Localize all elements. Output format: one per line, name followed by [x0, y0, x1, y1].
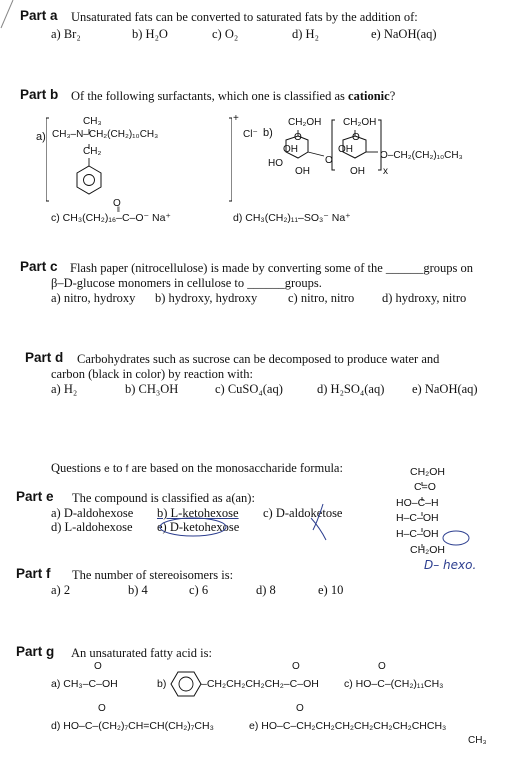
structure-b-linker-o: O	[325, 155, 333, 166]
part-f-option-d[interactable]: d) 8	[256, 583, 276, 597]
part-g-option-b-carbonyl-o: O	[292, 661, 300, 672]
part-g-option-b-label[interactable]: b)	[157, 678, 167, 690]
part-f-question: The number of stereoisomers is:	[72, 568, 234, 582]
part-b-option-b-label[interactable]: b)	[263, 127, 273, 139]
part-d-option-e[interactable]: e) NaOH(aq)	[412, 382, 478, 396]
part-g-option-a-carbonyl-o: O	[94, 661, 102, 672]
part-f-label: Part f	[16, 566, 51, 581]
part-e-option-a[interactable]: a) D-aldohexose	[51, 506, 134, 520]
part-a-option-c[interactable]: c) O₂	[212, 27, 239, 41]
part-d-line2: carbon (black in color) by reaction with:	[51, 367, 254, 381]
sugar-row-6: CH₂OH	[410, 544, 445, 556]
part-c-label: Part c	[20, 259, 58, 274]
part-e-label: Part e	[16, 489, 54, 504]
part-g-option-c-carbonyl-o: O	[378, 661, 386, 672]
part-g-option-d[interactable]: d) HO–C–(CH₂)₇CH=CH(CH₂)₇CH₃	[51, 720, 214, 732]
structure-a-anion: Cl⁻	[243, 129, 258, 140]
corner-stroke	[0, 0, 16, 30]
part-f-option-b[interactable]: b) 4	[128, 583, 148, 597]
intro-to: to	[112, 461, 123, 475]
part-g-label: Part g	[16, 644, 55, 659]
part-b-question-bold: cationic	[348, 89, 390, 103]
structure-b-repeat-x: x	[383, 166, 388, 177]
part-c-line2-end: groups.	[284, 276, 322, 290]
part-b-label: Part b	[20, 87, 59, 102]
part-a-option-a[interactable]: a) Br₂	[51, 27, 81, 41]
structure-b-ch2oh-2: CH₂OH	[343, 117, 377, 128]
part-c-option-c[interactable]: c) nitro, nitro	[288, 291, 355, 305]
part-c-option-a[interactable]: a) nitro, hydroxy	[51, 291, 136, 305]
part-f-option-c[interactable]: c) 6	[189, 583, 209, 597]
sugar-row-1: CH₂OH	[410, 466, 445, 478]
part-c-blank-1: ______	[385, 261, 424, 275]
part-f-option-e[interactable]: e) 10	[318, 583, 344, 597]
sugar-row-5: H–C–OH	[396, 528, 439, 540]
part-d-line1: Carbohydrates such as sucrose can be decomposed to produce water and	[77, 352, 440, 366]
part-c-line2	[51, 276, 322, 291]
part-g-option-b-chain[interactable]: –CH₂CH₂CH₂CH₂–C–OH	[201, 678, 319, 690]
part-g-option-e[interactable]: e) HO–C–CH₂CH₂CH₂CH₂CH₂CH₂CHCH₃	[249, 720, 447, 732]
sugar-row-2: C=O	[414, 481, 436, 493]
monosaccharide-intro	[51, 461, 343, 476]
part-b-option-c-carbonyl-o: O	[113, 198, 121, 209]
part-c-line1-text: Flash paper (nitrocellulose) is made by converting some of the	[70, 261, 383, 275]
part-g-question: An unsaturated fatty acid is:	[71, 646, 212, 660]
part-g-option-e-carbonyl-o: O	[296, 703, 304, 714]
part-b-option-c-double-bond: ‖	[117, 207, 120, 214]
part-d-option-c[interactable]: c) CuSO₄(aq)	[215, 382, 283, 396]
intro-e: e	[104, 464, 110, 475]
part-e-option-b[interactable]: b) L-ketohexose	[157, 506, 239, 520]
part-a-option-d[interactable]: d) H₂	[292, 27, 319, 41]
part-c-blank-2: ______	[247, 276, 285, 290]
part-c-line1-end: groups on	[423, 261, 474, 275]
structure-b-oh-1: OH	[283, 144, 298, 155]
part-g-option-d-carbonyl-o: O	[98, 703, 106, 714]
part-f-option-a[interactable]: a) 2	[51, 583, 71, 597]
intro-pre: Questions	[51, 461, 101, 475]
structure-b-ho: HO	[268, 158, 283, 169]
sugar-row-3: HO–C–H	[396, 497, 439, 509]
part-a-option-b[interactable]: b) H₂O	[132, 27, 168, 41]
part-a-label: Part a	[20, 8, 58, 23]
part-c-option-b[interactable]: b) hydroxy, hydroxy	[155, 291, 258, 305]
part-b-option-c[interactable]: c) CH₃(CH₂)₁₆–C–O⁻ Na⁺	[51, 212, 171, 224]
structure-b-ring-o-1: O	[294, 132, 302, 143]
part-e-option-c[interactable]: c) D-aldoketose	[263, 506, 343, 520]
part-g-option-c[interactable]: c) HO–C–(CH₂)₁₁CH₃	[344, 678, 444, 690]
intro-post: are based on the monosaccharide formula:	[131, 461, 343, 475]
handwritten-marks	[150, 500, 350, 550]
structure-b-tail: O–CH₂(CH₂)₁₀CH₃	[380, 150, 463, 161]
structure-a-charge: +	[233, 113, 239, 124]
part-c-option-d[interactable]: d) hydroxy, nitro	[382, 291, 467, 305]
part-d-option-d[interactable]: d) H₂SO₄(aq)	[317, 382, 385, 396]
part-d-label: Part d	[25, 350, 64, 365]
part-c-line1	[70, 261, 473, 276]
structure-b-ring-o-2: O	[352, 132, 360, 143]
part-e-option-d[interactable]: d) L-aldohexose	[51, 520, 133, 534]
part-e-question: The compound is classified as a(an):	[72, 491, 255, 505]
part-c-line2-text: β–D-glucose monomers in cellulose to	[51, 276, 245, 290]
sugar-row-4: H–C–OH	[396, 512, 439, 524]
part-b-option-d[interactable]: d) CH₃(CH₂)₁₁–SO₃⁻ Na⁺	[233, 212, 351, 224]
part-b-option-a-label[interactable]: a)	[36, 131, 46, 143]
handwritten-note: D– hexo.	[424, 558, 477, 572]
part-e-option-e[interactable]: e) D-ketohexose	[157, 520, 240, 534]
structure-b-ch2oh-1: CH₂OH	[288, 117, 322, 128]
part-b-question-end: ?	[389, 89, 396, 103]
part-d-option-a[interactable]: a) H₂	[51, 382, 78, 396]
structure-b-oh-2: OH	[338, 144, 353, 155]
benzene-ring	[170, 670, 202, 698]
structure-a-methyl: CH₃	[83, 116, 102, 127]
part-d-option-b[interactable]: b) CH₃OH	[125, 382, 179, 396]
part-g-option-e-branch: CH₃	[468, 735, 487, 746]
part-a-question: Unsaturated fats can be converted to saturated fats by the addition of:	[71, 10, 418, 24]
structure-a-methylene: CH₂	[83, 146, 102, 157]
part-a-option-e[interactable]: e) NaOH(aq)	[371, 27, 437, 41]
structure-a-chain: CH₃–N–CH₂(CH₂)₁₀CH₃	[52, 129, 159, 140]
structure-b-oh-3: OH	[295, 166, 310, 177]
intro-f: f	[125, 464, 129, 475]
part-b-question-text: Of the following surfactants, which one is classified as	[71, 89, 345, 103]
structure-b-oh-4: OH	[350, 166, 365, 177]
part-g-option-a[interactable]: a) CH₃–C–OH	[51, 678, 118, 690]
part-b-question	[71, 89, 395, 104]
